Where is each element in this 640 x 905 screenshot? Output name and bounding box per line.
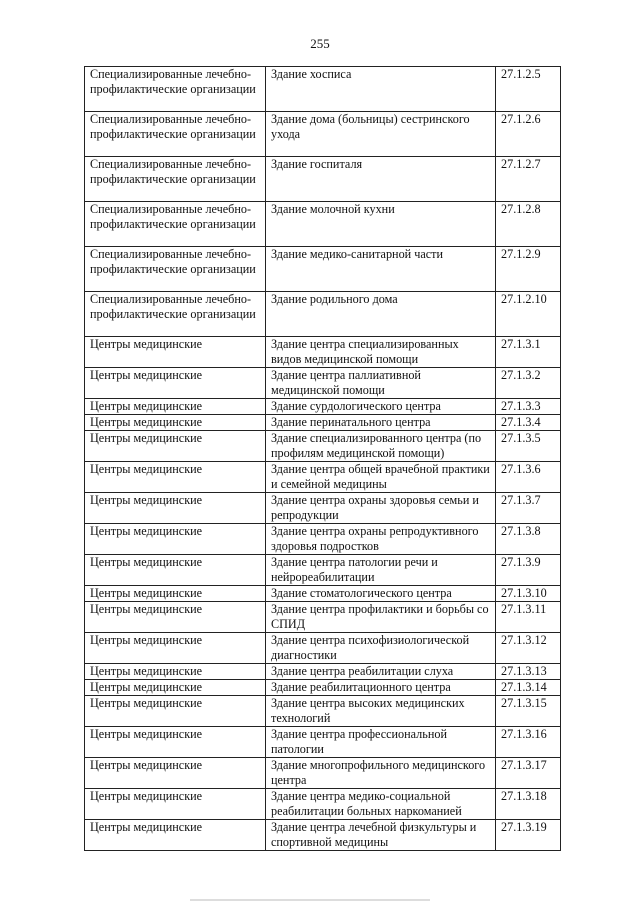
category-cell: Специализированные лечебно-профилактические организации [85, 292, 266, 337]
table-row [85, 493, 561, 524]
table-row [85, 67, 561, 112]
name-cell: Здание центра патологии речи и нейрореабилитации [266, 555, 496, 586]
name-cell: Здание стоматологического центра [266, 586, 496, 602]
code-cell: 27.1.3.9 [496, 555, 561, 586]
name-cell: Здание госпиталя [266, 157, 496, 202]
code-cell: 27.1.3.17 [496, 758, 561, 789]
code-cell: 27.1.3.4 [496, 415, 561, 431]
category-cell: Центры медицинские [85, 415, 266, 431]
name-cell: Здание центра профессиональной патологии [266, 727, 496, 758]
page-number: 255 [310, 36, 330, 51]
category-cell: Центры медицинские [85, 727, 266, 758]
code-cell: 27.1.3.19 [496, 820, 561, 851]
code-cell: 27.1.3.16 [496, 727, 561, 758]
table-row [85, 431, 561, 462]
table-row [85, 112, 561, 157]
name-cell: Здание молочной кухни [266, 202, 496, 247]
name-cell: Здание центра реабилитации слуха [266, 664, 496, 680]
category-cell: Центры медицинские [85, 368, 266, 399]
code-cell: 27.1.3.2 [496, 368, 561, 399]
category-cell: Центры медицинские [85, 493, 266, 524]
code-cell: 27.1.3.13 [496, 664, 561, 680]
name-cell: Здание дома (больницы) сестринского ухода [266, 112, 496, 157]
category-cell: Специализированные лечебно-профилактические организации [85, 112, 266, 157]
category-cell: Центры медицинские [85, 758, 266, 789]
code-cell: 27.1.3.7 [496, 493, 561, 524]
category-cell: Центры медицинские [85, 820, 266, 851]
table-row [85, 462, 561, 493]
code-cell: 27.1.3.6 [496, 462, 561, 493]
table-row [85, 633, 561, 664]
code-cell: 27.1.2.7 [496, 157, 561, 202]
category-cell: Специализированные лечебно-профилактические организации [85, 157, 266, 202]
code-cell: 27.1.3.3 [496, 399, 561, 415]
category-cell: Центры медицинские [85, 664, 266, 680]
table-row [85, 602, 561, 633]
name-cell: Здание специализированного центра (по профилям медицинской помощи) [266, 431, 496, 462]
name-cell: Здание медико-санитарной части [266, 247, 496, 292]
category-cell: Центры медицинские [85, 586, 266, 602]
name-cell: Здание реабилитационного центра [266, 680, 496, 696]
name-cell: Здание сурдологического центра [266, 399, 496, 415]
table-row [85, 664, 561, 680]
code-cell: 27.1.3.11 [496, 602, 561, 633]
table-row [85, 292, 561, 337]
name-cell: Здание многопрофильного медицинского центра [266, 758, 496, 789]
code-cell: 27.1.3.14 [496, 680, 561, 696]
table-row [85, 789, 561, 820]
code-cell: 27.1.3.8 [496, 524, 561, 555]
table-row [85, 202, 561, 247]
category-cell: Центры медицинские [85, 399, 266, 415]
code-cell: 27.1.2.9 [496, 247, 561, 292]
table-row [85, 820, 561, 851]
name-cell: Здание центра медико-социальной реабилитации больных наркоманией [266, 789, 496, 820]
code-cell: 27.1.3.12 [496, 633, 561, 664]
category-cell: Центры медицинские [85, 696, 266, 727]
category-cell: Центры медицинские [85, 633, 266, 664]
category-cell: Центры медицинские [85, 337, 266, 368]
table-row [85, 337, 561, 368]
category-cell: Специализированные лечебно-профилактические организации [85, 67, 266, 112]
name-cell: Здание центра специализированных видов медицинской помощи [266, 337, 496, 368]
category-cell: Центры медицинские [85, 555, 266, 586]
category-cell: Центры медицинские [85, 431, 266, 462]
table-body [85, 67, 561, 851]
name-cell: Здание родильного дома [266, 292, 496, 337]
classification-table [84, 66, 561, 851]
code-cell: 27.1.3.18 [496, 789, 561, 820]
name-cell: Здание центра охраны здоровья семьи и репродукции [266, 493, 496, 524]
category-cell: Центры медицинские [85, 462, 266, 493]
category-cell: Центры медицинские [85, 789, 266, 820]
table-row [85, 727, 561, 758]
table-row [85, 696, 561, 727]
table-row [85, 368, 561, 399]
scan-edge-mark [190, 899, 430, 901]
name-cell: Здание центра охраны репродуктивного здоровья подростков [266, 524, 496, 555]
category-cell: Специализированные лечебно-профилактические организации [85, 247, 266, 292]
code-cell: 27.1.3.1 [496, 337, 561, 368]
code-cell: 27.1.3.15 [496, 696, 561, 727]
name-cell: Здание центра лечебной физкультуры и спортивной медицины [266, 820, 496, 851]
table-row [85, 399, 561, 415]
name-cell: Здание центра паллиативной медицинской помощи [266, 368, 496, 399]
table-row [85, 247, 561, 292]
code-cell: 27.1.2.10 [496, 292, 561, 337]
code-cell: 27.1.2.5 [496, 67, 561, 112]
table-row [85, 157, 561, 202]
category-cell: Специализированные лечебно-профилактические организации [85, 202, 266, 247]
code-cell: 27.1.3.10 [496, 586, 561, 602]
name-cell: Здание хосписа [266, 67, 496, 112]
table-row [85, 524, 561, 555]
name-cell: Здание центра общей врачебной практики и семейной медицины [266, 462, 496, 493]
code-cell: 27.1.3.5 [496, 431, 561, 462]
code-cell: 27.1.2.6 [496, 112, 561, 157]
table-row [85, 758, 561, 789]
category-cell: Центры медицинские [85, 680, 266, 696]
category-cell: Центры медицинские [85, 602, 266, 633]
category-cell: Центры медицинские [85, 524, 266, 555]
name-cell: Здание перинатального центра [266, 415, 496, 431]
name-cell: Здание центра высоких медицинских технологий [266, 696, 496, 727]
table-row [85, 586, 561, 602]
table-row [85, 415, 561, 431]
table-row [85, 555, 561, 586]
name-cell: Здание центра профилактики и борьбы со СПИД [266, 602, 496, 633]
name-cell: Здание центра психофизиологической диагностики [266, 633, 496, 664]
code-cell: 27.1.2.8 [496, 202, 561, 247]
table-row [85, 680, 561, 696]
